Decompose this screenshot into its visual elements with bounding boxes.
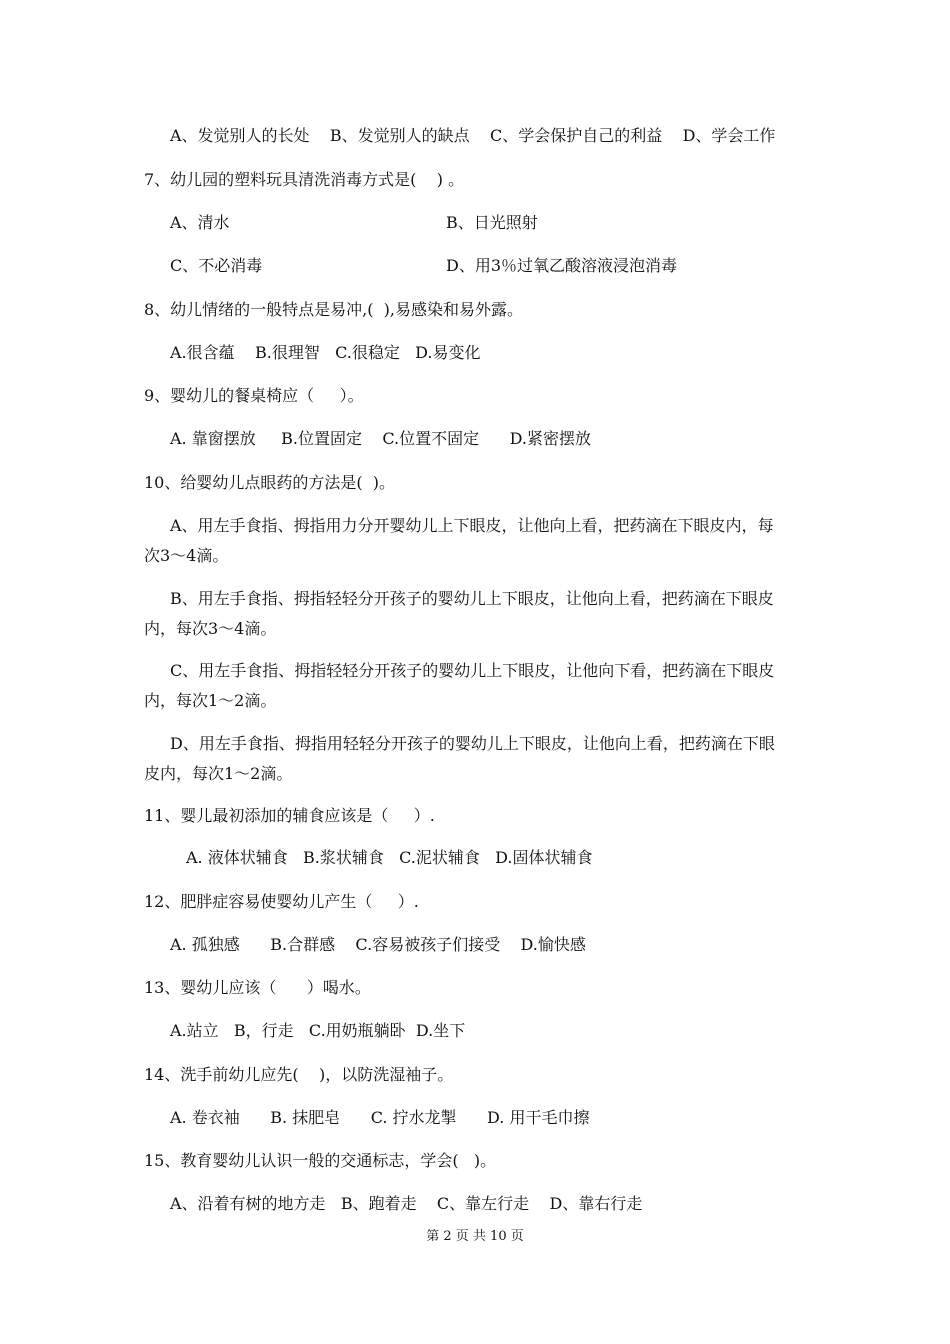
q15-stem: 15、教育婴幼儿认识一般的交通标志，学会( )。 (144, 1151, 497, 1170)
q7-option-a: A、清水 (170, 213, 230, 232)
q10-option-a-line2: 次3～4滴。 (144, 546, 229, 565)
q8-options: A.很含蕴 B.很理智 C.很稳定 D.易变化 (170, 343, 481, 362)
q12-stem: 12、肥胖症容易使婴幼儿产生（ ）. (144, 892, 419, 911)
q10-stem: 10、给婴幼儿点眼药的方法是( )。 (144, 473, 396, 492)
q8-stem: 8、幼儿情绪的一般特点是易冲,( ),易感染和易外露。 (144, 300, 524, 319)
q6-options: A、发觉别人的长处 B、发觉别人的缺点 C、学会保护自己的利益 D、学会工作 (170, 126, 776, 145)
q7-stem: 7、幼儿园的塑料玩具清洗消毒方式是( ) 。 (144, 170, 465, 189)
q11-stem: 11、婴儿最初添加的辅食应该是（ ）. (144, 806, 435, 825)
q10-option-d-line1: D、用左手食指、拇指用轻轻分开孩子的婴幼儿上下眼皮，让他向上看，把药滴在下眼 (170, 734, 775, 753)
q10-option-b-line1: B、用左手食指、拇指轻轻分开孩子的婴幼儿上下眼皮，让他向上看，把药滴在下眼皮 (170, 589, 774, 608)
q10-option-d-line2: 皮内，每次1～2滴。 (144, 764, 293, 783)
q13-options: A.站立 B，行走 C.用奶瓶躺卧 D.坐下 (170, 1021, 466, 1040)
q13-stem: 13、婴幼儿应该（ ）喝水。 (144, 978, 371, 997)
q7-option-c: C、不必消毒 (170, 256, 263, 275)
q7-option-b: B、日光照射 (446, 213, 538, 232)
q10-option-c-line2: 内，每次1～2滴。 (144, 691, 277, 710)
q10-option-a-line1: A、用左手食指、拇指用力分开婴幼儿上下眼皮，让他向上看，把药滴在下眼皮内，每 (170, 516, 774, 535)
q10-option-b-line2: 内，每次3～4滴。 (144, 619, 277, 638)
q12-options: A. 孤独感 B.合群感 C.容易被孩子们接受 D.愉快感 (170, 935, 586, 954)
q9-stem: 9、婴幼儿的餐桌椅应（ ）。 (144, 386, 364, 405)
q7-option-d: D、用3％过氧乙酸溶液浸泡消毒 (446, 256, 678, 275)
q14-stem: 14、洗手前幼儿应先( )，以防洗湿袖子。 (144, 1065, 454, 1084)
page-footer: 第 2 页 共 10 页 (426, 1229, 524, 1244)
q11-options: A. 液体状辅食 B.浆状辅食 C.泥状辅食 D.固体状辅食 (186, 848, 593, 867)
q14-options: A. 卷衣袖 B. 抹肥皂 C. 拧水龙掣 D. 用干毛巾擦 (170, 1108, 590, 1127)
q10-option-c-line1: C、用左手食指、拇指轻轻分开孩子的婴幼儿上下眼皮，让他向下看，把药滴在下眼皮 (170, 661, 775, 680)
q9-options: A. 靠窗摆放 B.位置固定 C.位置不固定 D.紧密摆放 (170, 429, 591, 448)
q15-options: A、沿着有树的地方走 B、跑着走 C、靠左行走 D、靠右行走 (170, 1194, 643, 1213)
